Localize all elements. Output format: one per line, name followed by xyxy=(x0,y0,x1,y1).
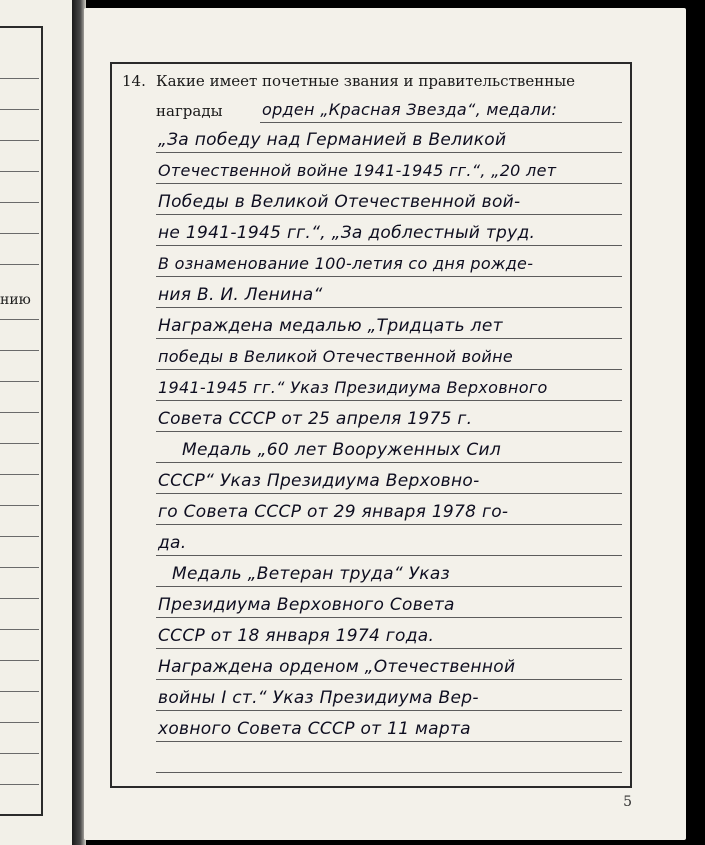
form-rule xyxy=(260,122,622,123)
right-page xyxy=(84,8,686,840)
handwritten-line: войны I ст.“ Указ Президиума Вер- xyxy=(158,688,479,708)
left-page xyxy=(0,0,72,845)
handwritten-line: Победы в Великой Отечественной вой- xyxy=(158,192,521,212)
left-rule xyxy=(0,722,39,723)
handwritten-line: Отечественной войне 1941-1945 гг.“, „20 лет xyxy=(158,161,557,180)
form-rule xyxy=(156,183,622,184)
form-rule xyxy=(156,679,622,680)
left-rule xyxy=(0,233,39,234)
handwritten-line: победы в Великой Отечественной войне xyxy=(158,347,514,366)
form-rule xyxy=(156,276,622,277)
form-rule xyxy=(156,555,622,556)
handwritten-line: „За победу над Германией в Великой xyxy=(158,130,507,150)
form-rule xyxy=(156,741,622,742)
form-rule xyxy=(156,152,622,153)
form-rule xyxy=(156,524,622,525)
left-rule xyxy=(0,536,39,537)
left-rule xyxy=(0,598,39,599)
left-rule xyxy=(0,505,39,506)
form-rule xyxy=(156,338,622,339)
left-rule xyxy=(0,381,39,382)
form-rule xyxy=(156,462,622,463)
left-page-frame xyxy=(0,26,43,816)
form-rule xyxy=(156,586,622,587)
form-rule xyxy=(156,214,622,215)
form-rule xyxy=(156,369,622,370)
left-rule xyxy=(0,443,39,444)
handwritten-line: В ознаменование 100-летия со дня рожде- xyxy=(158,254,534,273)
left-rule xyxy=(0,629,39,630)
form-rule xyxy=(156,400,622,401)
handwritten-line: го Совета СССР от 29 января 1978 го- xyxy=(158,502,509,522)
left-rule xyxy=(0,753,39,754)
form-rule xyxy=(156,431,622,432)
left-rule xyxy=(0,109,39,110)
handwritten-line: СССР“ Указ Президиума Верховно- xyxy=(158,471,480,491)
left-rule xyxy=(0,202,39,203)
left-rule xyxy=(0,264,39,265)
handwritten-line: ния В. И. Ленина“ xyxy=(158,285,323,305)
handwritten-line: Медаль „60 лет Вооруженных Сил xyxy=(182,440,502,460)
form-rule xyxy=(156,307,622,308)
page-number: 5 xyxy=(623,794,632,810)
left-rule xyxy=(0,350,39,351)
left-rule xyxy=(0,319,39,320)
form-rule xyxy=(156,617,622,618)
question-text-line-2: награды xyxy=(156,102,223,120)
left-rule xyxy=(0,660,39,661)
left-page-text-fragment: нию xyxy=(0,292,31,308)
handwritten-line: Награждена медалью „Тридцать лет xyxy=(158,316,503,336)
left-rule xyxy=(0,474,39,475)
handwritten-line: Награждена орденом „Отечественной xyxy=(158,657,516,677)
handwritten-line: СССР от 18 января 1974 года. xyxy=(158,626,435,646)
form-rule xyxy=(156,710,622,711)
form-frame xyxy=(110,62,632,788)
handwritten-line: Президиума Верховного Совета xyxy=(158,595,455,615)
form-rule xyxy=(156,245,622,246)
handwritten-line: Совета СССР от 25 апреля 1975 г. xyxy=(158,409,473,429)
handwritten-line: да. xyxy=(158,533,187,553)
form-rule xyxy=(156,493,622,494)
form-rule xyxy=(156,772,622,773)
handwritten-line: Медаль „Ветеран труда“ Указ xyxy=(172,564,450,584)
handwritten-line: ховного Совета СССР от 11 марта xyxy=(158,719,471,739)
question-text-line-1: Какие имеет почетные звания и правительственные xyxy=(156,72,576,90)
left-rule xyxy=(0,567,39,568)
question-number: 14. xyxy=(122,72,146,90)
left-rule xyxy=(0,171,39,172)
left-rule xyxy=(0,784,39,785)
form-rule xyxy=(156,648,622,649)
left-rule xyxy=(0,691,39,692)
left-rule xyxy=(0,140,39,141)
left-rule xyxy=(0,412,39,413)
handwritten-line: орден „Красная Звезда“, медали: xyxy=(262,100,558,119)
handwritten-line: не 1941-1945 гг.“, „За доблестный труд. xyxy=(158,223,536,243)
handwritten-line: 1941-1945 гг.“ Указ Президиума Верховного xyxy=(158,378,548,397)
left-rule xyxy=(0,78,39,79)
